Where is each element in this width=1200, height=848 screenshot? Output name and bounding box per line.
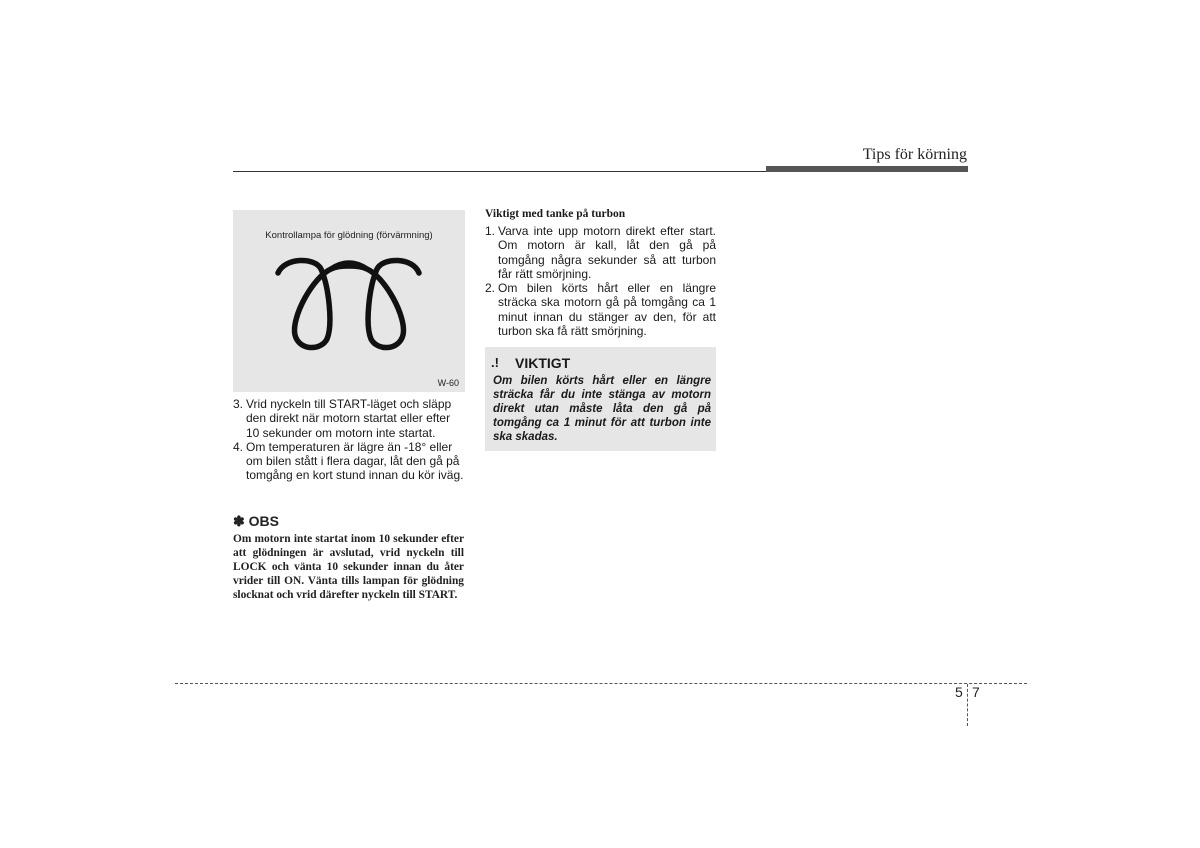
list-item-text: Om temperaturen är lägre än -18° eller om bilen stått i flera dagar, låt den gå på tomgång en kort stund innan du kör iväg. (246, 439, 464, 483)
warning-box (485, 347, 716, 451)
list-item-text: Varva inte upp motorn direkt efter start. Om motorn är kall, låt den gå på tomgång några sekunder så att turbon får rätt smörjning. (498, 224, 716, 281)
glow-indicator-figure (233, 210, 465, 392)
list-item-number: 3. (233, 397, 244, 411)
list-item (233, 440, 465, 483)
page-number: 7 (972, 684, 980, 700)
glow-plug-coil-icon (273, 255, 423, 355)
list-item-number: 1. (485, 224, 496, 238)
warning-text: Om bilen körts hårt eller en längre sträcka får du inte stänga av motorn direkt utan måste låta den gå på tomgång ca 1 minut för att turbon inte ska skadas. (493, 375, 711, 443)
list-item-number: 2. (485, 281, 496, 296)
header-accent-bar (766, 166, 968, 172)
turbo-heading: Viktigt med tanke på turbon (485, 208, 626, 220)
list-item-text: Vrid nyckeln till START-läget och släpp den direkt när motorn startat eller efter 10 sekunder om motorn inte startat. (246, 397, 452, 440)
obs-text: Om motorn inte startat inom 10 sekunder efter att glödningen är avslutad, vrid nyckeln till LOCK och vänta 10 sekunder innan du åter vrider till ON. Vänta tills lampan för glödning slocknat och vrid därefter nyckeln till START. (233, 533, 464, 601)
start-instructions-list (233, 397, 465, 483)
footer-rule (175, 683, 1027, 684)
page-header-title: Tips för körning (862, 146, 967, 163)
warning-icon: .! (491, 355, 499, 370)
figure-caption: Kontrollampa för glödning (förvärmning) (265, 230, 433, 241)
list-item-number: 4. (233, 439, 244, 454)
chapter-number: 5 (955, 684, 963, 700)
figure-code: W-60 (437, 378, 459, 388)
header-rule (233, 171, 766, 172)
turbo-instructions-list (485, 224, 716, 338)
list-item (485, 224, 716, 281)
list-item-text: Om bilen körts hårt eller en längre sträcka ska motorn gå på tomgång ca 1 minut innan du stänger av den, för att turbon ska få rätt smörjning. (498, 281, 716, 339)
obs-title: ✽ OBS (233, 513, 279, 529)
list-item (233, 397, 465, 440)
list-item (485, 281, 716, 338)
warning-title: VIKTIGT (515, 355, 571, 371)
page-number-divider (967, 684, 968, 726)
